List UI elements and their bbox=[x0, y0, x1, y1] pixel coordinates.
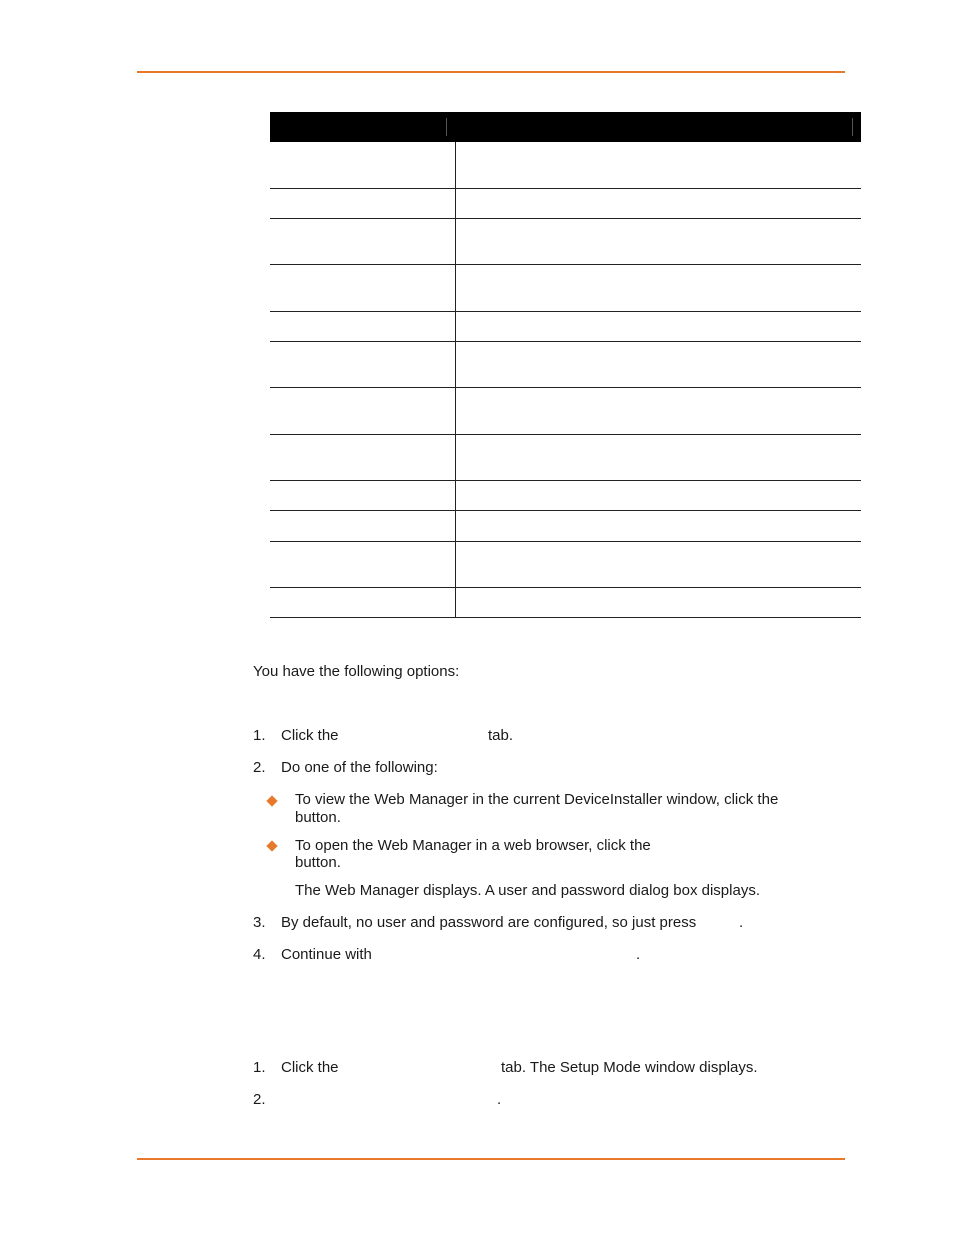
table-row bbox=[270, 342, 861, 388]
table-row bbox=[270, 219, 861, 265]
row-description bbox=[456, 265, 862, 277]
step-text: tab. The Setup Mode window displays. bbox=[501, 1059, 758, 1076]
row-label bbox=[270, 189, 456, 201]
bullet-text: button. bbox=[295, 809, 341, 826]
step-text: tab. bbox=[488, 727, 514, 744]
table-row bbox=[270, 588, 861, 618]
step-text: . bbox=[497, 1091, 502, 1108]
footer-rule bbox=[137, 1158, 845, 1160]
row-description bbox=[456, 342, 862, 354]
table-row bbox=[270, 435, 861, 481]
diamond-bullet-icon bbox=[266, 840, 277, 851]
step-number: 1. bbox=[253, 1059, 266, 1076]
header-rule bbox=[137, 71, 845, 73]
row-description bbox=[456, 542, 862, 554]
result-note: The Web Manager displays. A user and password dialog box displays. bbox=[295, 882, 760, 899]
parameter-table bbox=[270, 112, 861, 618]
table-row bbox=[270, 312, 861, 342]
row-label bbox=[270, 542, 456, 554]
row-description bbox=[456, 388, 862, 400]
row-label bbox=[270, 588, 456, 600]
row-label bbox=[270, 481, 456, 493]
header-divider bbox=[852, 118, 853, 136]
row-label bbox=[270, 142, 456, 154]
table-row bbox=[270, 542, 861, 588]
row-label bbox=[270, 342, 456, 354]
step-number: 4. bbox=[253, 946, 266, 963]
row-description bbox=[456, 481, 862, 493]
row-description bbox=[456, 312, 862, 324]
step-text: Continue with bbox=[281, 946, 372, 963]
row-label bbox=[270, 388, 456, 400]
bullet-text: To open the Web Manager in a web browser, click the bbox=[295, 837, 651, 854]
step-number: 3. bbox=[253, 914, 266, 931]
step-number: 2. bbox=[253, 759, 266, 776]
header-divider bbox=[446, 118, 447, 136]
step-text: Do one of the following: bbox=[281, 759, 438, 776]
step-number: 2. bbox=[253, 1091, 266, 1108]
row-description bbox=[456, 142, 862, 154]
row-label bbox=[270, 312, 456, 324]
bullet-text: button. bbox=[295, 854, 341, 871]
step-text: . bbox=[636, 946, 641, 963]
row-label bbox=[270, 511, 456, 523]
row-description bbox=[456, 189, 862, 201]
bullet-text: To view the Web Manager in the current DeviceInstaller window, click the bbox=[295, 791, 779, 808]
table-row bbox=[270, 481, 861, 511]
row-description bbox=[456, 219, 862, 231]
row-description bbox=[456, 435, 862, 447]
diamond-bullet-icon bbox=[266, 795, 277, 806]
table-row bbox=[270, 388, 861, 435]
table-header-col1 bbox=[270, 112, 456, 124]
row-label bbox=[270, 219, 456, 231]
step-number: 1. bbox=[253, 727, 266, 744]
options-intro: You have the following options: bbox=[253, 663, 460, 680]
row-description bbox=[456, 588, 862, 600]
table-row bbox=[270, 189, 861, 219]
table-row bbox=[270, 265, 861, 312]
step-text: Click the bbox=[281, 1059, 339, 1076]
row-label bbox=[270, 435, 456, 447]
row-description bbox=[456, 511, 862, 523]
table-header-col2 bbox=[456, 112, 862, 124]
table-row bbox=[270, 511, 861, 542]
row-label bbox=[270, 265, 456, 277]
table-row bbox=[270, 142, 861, 189]
step-text: . bbox=[739, 914, 744, 931]
step-text: Click the bbox=[281, 727, 339, 744]
table-header bbox=[270, 112, 861, 142]
step-text: By default, no user and password are configured, so just press bbox=[281, 914, 697, 931]
